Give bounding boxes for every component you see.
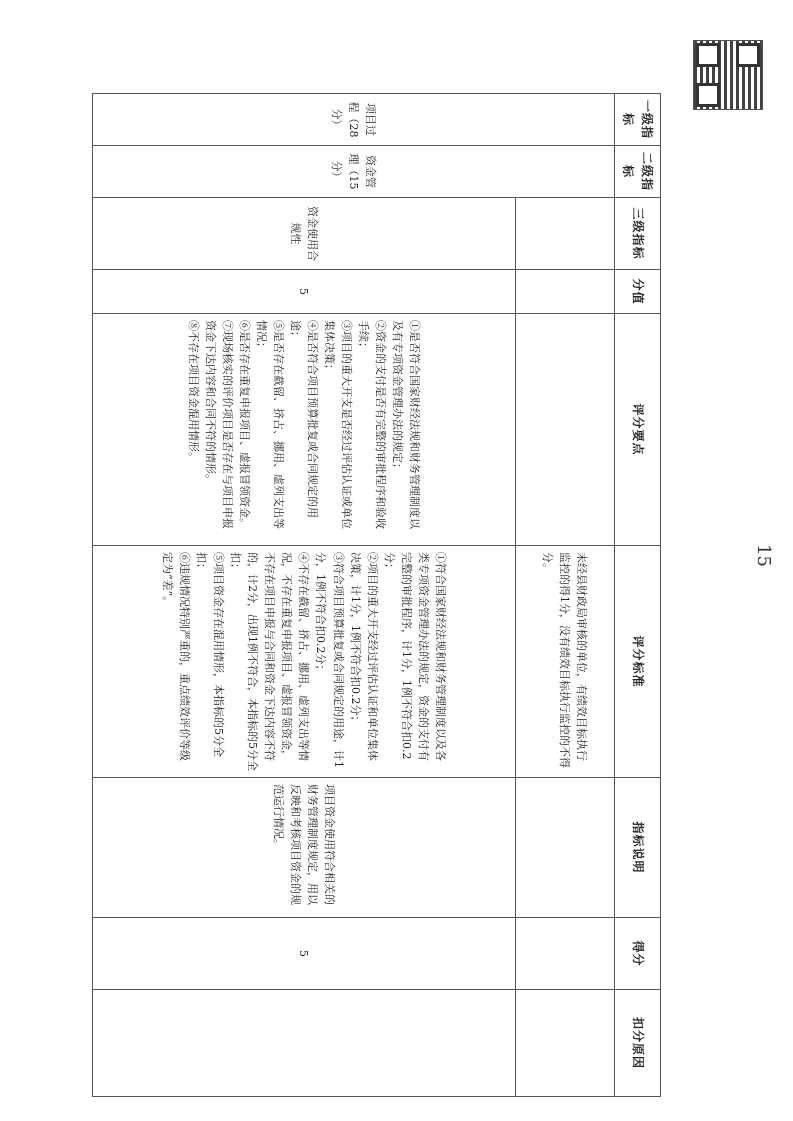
header-key-points: 评分要点 xyxy=(614,314,660,546)
key-point-7: ⑦现场核实的评价项目是否存在与项目申报资金下达内容和合同不符的情形。 xyxy=(203,320,234,529)
criteria-1: ①符合国家财经法规和财务管理制度以及各类专项资金管理办法的规定，资金的支付有完整的审批程序，计1分，1例不符合扣0.2分； xyxy=(382,552,447,761)
header-level1: 一级指标 xyxy=(614,94,660,146)
criteria-4: ④不存在截留、挤占、挪用、虚列支出等情况，不存在重复申报项目、虚报冒领资金，不存在项目申报与合同和资金下达内容不符的，计2分，出现1例不符合，本指标的5分全扣； xyxy=(229,552,311,771)
key-point-3: ③项目的重大开支是否经过评估认证或单位集体决策； xyxy=(323,320,354,529)
header-deduction-reason: 扣分原因 xyxy=(614,990,660,1097)
cell-deduction-reason xyxy=(93,990,516,1097)
header-score-value: 分值 xyxy=(614,270,660,314)
criteria-5: ⑤项目资金存在混用情形，本指标的5分全扣； xyxy=(195,552,226,757)
cell-criteria xyxy=(93,546,516,778)
header-level3: 三级指标 xyxy=(614,198,660,270)
cell-key-points-prev xyxy=(515,314,614,546)
cell-level1: 项目过程（28分） xyxy=(93,94,615,146)
cell-explanation-prev xyxy=(515,778,614,918)
cell-deduction-prev xyxy=(515,990,614,1097)
key-point-5: ⑤是否存在截留、挤占、挪用、虚列支出等情况； xyxy=(254,320,285,529)
cell-criteria-prev: 未经县财政局审核的单位，有绩效目标执行监控的得1分，没有绩效目标执行监控的不得分。 xyxy=(515,546,614,778)
key-point-8: ⑧不存在项目资金混用情形。 xyxy=(186,320,200,463)
cell-score-value-prev xyxy=(515,270,614,314)
header-level2: 二级指标 xyxy=(614,146,660,198)
cell-score: 5 xyxy=(93,918,516,990)
table-row-previous xyxy=(515,94,614,1097)
criteria-6: ⑥违规情况特别严重的，重点绩效评价等级定为“差”。 xyxy=(161,552,192,761)
cell-level2: 资金管理（15分） xyxy=(93,146,615,198)
header-explanation: 指标说明 xyxy=(614,778,660,918)
table-row-fund-compliance xyxy=(93,94,516,1097)
page-number: 15 xyxy=(752,544,774,567)
cell-level3: 资金使用合规性 xyxy=(93,198,516,270)
header-row xyxy=(614,94,660,1097)
key-point-2: ②资金的支付是否有完整的审批程序和验收手续； xyxy=(357,320,388,529)
header-criteria: 评分标准 xyxy=(614,546,660,778)
header-score: 得分 xyxy=(614,918,660,990)
cell-key-points xyxy=(93,314,516,546)
criteria-2: ②项目的重大开支经过评估认证和单位集体决策，计1分，1例不符合扣0.2分； xyxy=(348,552,379,761)
key-point-1: ①是否符合国家财经法规和财务管理制度以及有专项资金管理办法的规定； xyxy=(391,320,422,529)
criteria-3: ③符合项目预算批复或合同规定的用途，计1分，1例不符合扣0.2分； xyxy=(314,552,345,768)
cell-score-prev xyxy=(515,918,614,990)
cell-score-value: 5 xyxy=(93,270,516,314)
key-point-6: ⑥是否存在重复申报项目、虚报冒领资金。 xyxy=(237,320,251,529)
cell-explanation: 项目资金使用符合相关的财务管理制度规定，用以反映和考核项目资金的规范运行情况。 xyxy=(93,778,516,918)
cell-level3-prev xyxy=(515,198,614,270)
key-point-4: ④是否符合项目预算批复或合同规定的用途； xyxy=(288,320,319,518)
evaluation-table-container xyxy=(92,93,661,1096)
evaluation-table xyxy=(92,93,661,1097)
